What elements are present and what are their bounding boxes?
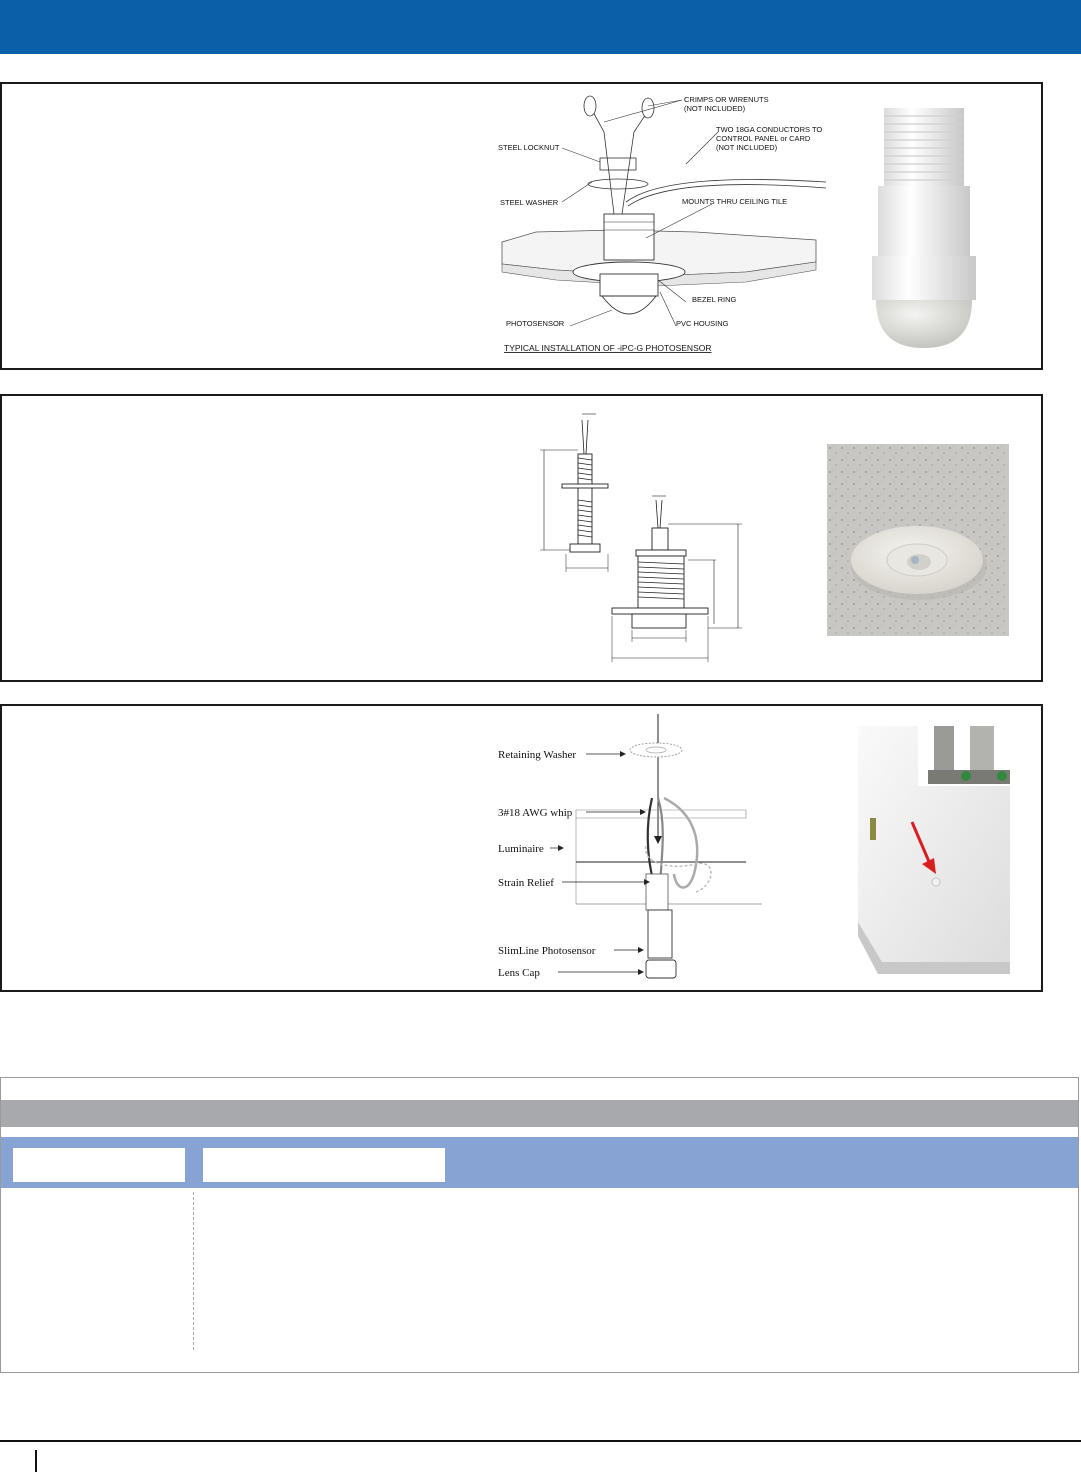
mounting-dimensions-panel	[0, 394, 1043, 682]
label-crimps: CRIMPS OR WIRENUTS	[684, 95, 769, 104]
footer-page-divider	[35, 1450, 37, 1472]
table-header-cell-2	[203, 1148, 445, 1182]
label-bezel: BEZEL RING	[692, 295, 737, 304]
ceiling-mounted-sensor-photo	[827, 444, 1009, 636]
ipc-g-sensor-photo	[848, 102, 998, 354]
label-locknut: STEEL LOCKNUT	[498, 143, 560, 152]
luminaire-sensor-photo	[858, 726, 1010, 974]
page-header-bar	[0, 0, 1081, 54]
label-strain-relief: Strain Relief	[498, 877, 554, 889]
slimline-installation-diagram	[496, 714, 766, 986]
label-lens-cap: Lens Cap	[498, 967, 540, 979]
table-header-cell-1	[13, 1148, 185, 1182]
footer-rule	[0, 1440, 1081, 1442]
slimline-installation-panel	[0, 704, 1043, 992]
label-conductors-2: CONTROL PANEL or CARD	[716, 134, 811, 143]
label-conductors-3: (NOT INCLUDED)	[716, 143, 778, 152]
label-luminaire: Luminaire	[498, 843, 544, 855]
label-housing: PVC HOUSING	[676, 319, 729, 328]
column-divider	[193, 1192, 194, 1350]
installation-panel-ipc-g	[0, 82, 1043, 370]
label-mounts: MOUNTS THRU CEILING TILE	[682, 197, 788, 206]
diagram-caption: TYPICAL INSTALLATION OF -iPC-G PHOTOSENSOR	[504, 343, 712, 353]
label-retaining-washer: Retaining Washer	[498, 749, 577, 761]
dimension-drawing	[532, 410, 752, 670]
specification-table	[0, 1077, 1079, 1373]
label-crimps-note: (NOT INCLUDED)	[684, 104, 746, 113]
label-conductors-1: TWO 18GA CONDUCTORS TO	[716, 125, 823, 134]
label-photosensor: PHOTOSENSOR	[506, 319, 565, 328]
ipc-g-installation-diagram	[496, 92, 836, 364]
label-slimline-photosensor: SlimLine Photosensor	[498, 945, 596, 957]
table-title-bar	[1, 1100, 1078, 1127]
label-awg-whip: 3#18 AWG whip	[498, 807, 573, 819]
label-washer: STEEL WASHER	[500, 198, 559, 207]
